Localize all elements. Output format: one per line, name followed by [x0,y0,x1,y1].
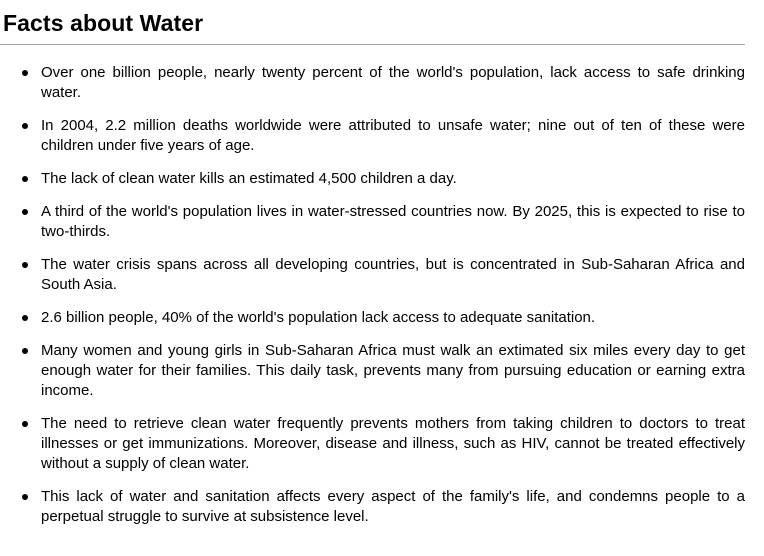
facts-list [0,63,745,540]
fact-text: The lack of clean water kills an estimated 4,500 children a day. [41,170,457,187]
fact-item [0,202,745,242]
fact-item [0,414,745,474]
fact-text: This lack of water and sanitation affects every aspect of the family's life, and condemns people to a perpetual struggle to survive at subsistence level. [41,488,745,525]
fact-text: A third of the world's population lives in water-stressed countries now. By 2025, this is expected to rise to two-thirds. [41,203,745,240]
fact-text: The need to retrieve clean water frequently prevents mothers from taking children to doctors to treat illnesses or get immunizations. Moreover, disease and illness, such as HIV, cannot be treated effectively without a supply of clean water. [41,415,745,472]
fact-text: Over one billion people, nearly twenty percent of the world's population, lack access to safe drinking water. [41,64,745,101]
bullet-icon [22,209,28,215]
fact-item [0,341,745,401]
bullet-icon [22,176,28,182]
fact-item [0,308,745,328]
bullet-icon [22,70,28,76]
fact-item [0,169,745,189]
bullet-icon [22,315,28,321]
bullet-icon [22,421,28,427]
fact-text: The water crisis spans across all developing countries, but is concentrated in Sub-Saharan Africa and South Asia. [41,256,745,293]
title-divider [0,44,745,45]
bullet-icon [22,262,28,268]
fact-item [0,63,745,103]
fact-text: Many women and young girls in Sub-Saharan Africa must walk an extimated six miles every day to get enough water for their families. This daily task, prevents many from pursuing education or earning extra income. [41,342,745,399]
bullet-icon [22,123,28,129]
fact-text: 2.6 billion people, 40% of the world's population lack access to adequate sanitation. [41,309,596,326]
fact-item [0,487,745,527]
bullet-icon [22,494,28,500]
bullet-icon [22,348,28,354]
page-title: Facts about Water [3,10,204,36]
fact-item [0,255,745,295]
fact-text: In 2004, 2.2 million deaths worldwide were attributed to unsafe water; nine out of ten of these were children under five years of age. [41,117,745,154]
fact-item [0,116,745,156]
